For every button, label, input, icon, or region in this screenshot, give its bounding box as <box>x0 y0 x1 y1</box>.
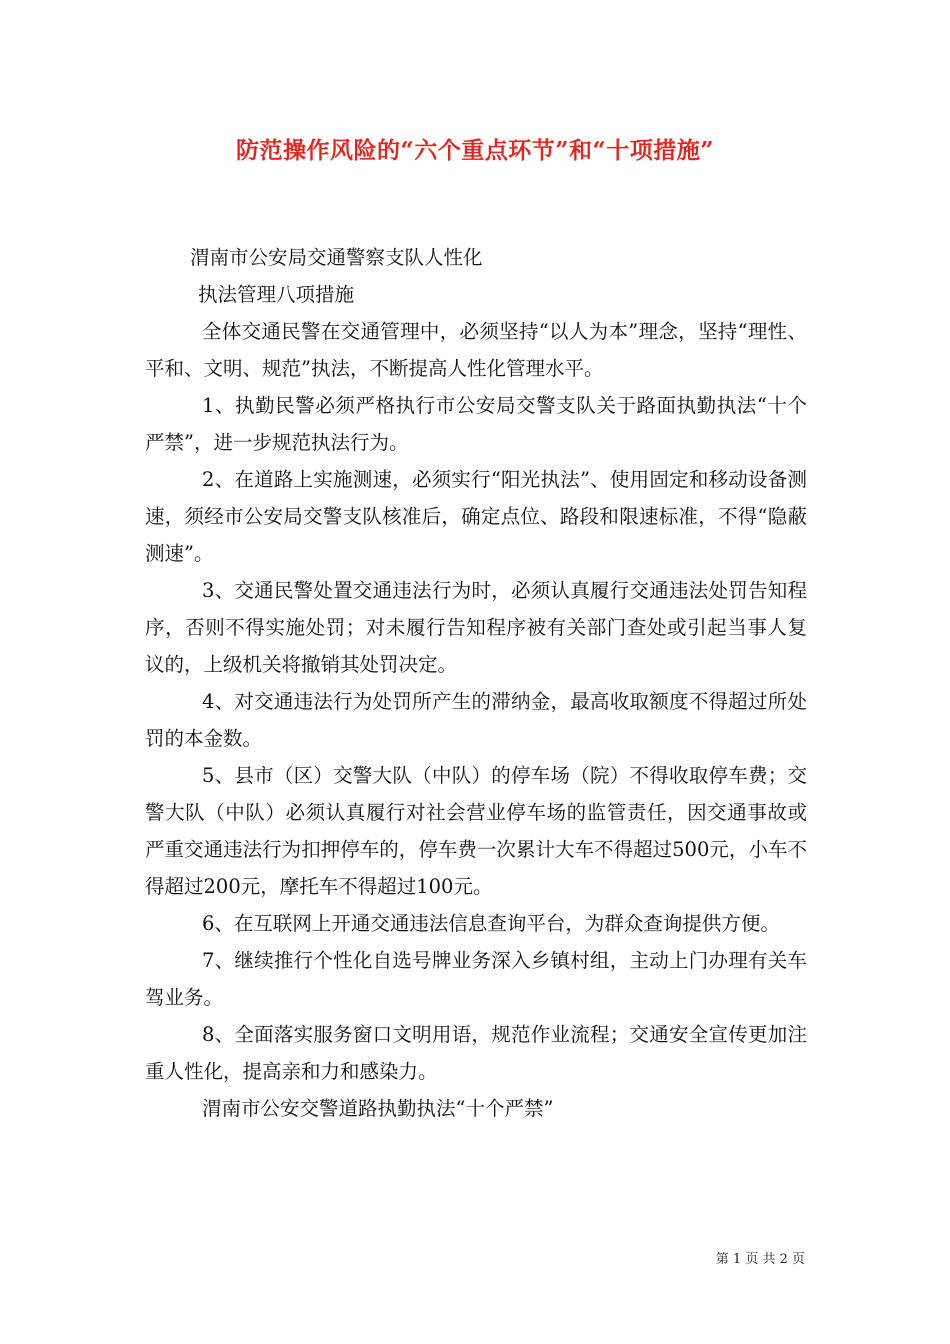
measure-1-paragraph: 1、执勤民警必须严格执行市公安局交警支队关于路面执勤执法“十个严禁”，进一步规范执法行为。 <box>145 394 807 454</box>
intro-paragraph: 全体交通民警在交通管理中，必须坚持“以人为本”理念，坚持“理性、平和、文明、规范”执法，不断提高人性化管理水平。 <box>145 320 807 380</box>
measure-3-paragraph: 3、交通民警处置交通违法行为时，必须认真履行交通违法处罚告知程序，否则不得实施处罚；对未履行告知程序被有关部门查处或引起当事人复议的，上级机关将撤销其处罚决定。 <box>145 579 807 676</box>
heading-line: 执法管理八项措施 <box>198 283 355 306</box>
measure-2-paragraph: 2、在道路上实施测速，必须实行“阳光执法”、使用固定和移动设备测速，须经市公安局交警支队核准后，确定点位、路段和限速标准，不得“隐蔽测速”。 <box>145 468 807 565</box>
section-heading: 渭南市公安交警道路执勤执法“十个严禁” <box>202 1097 554 1120</box>
measure-6-paragraph: 6、在互联网上开通交通违法信息查询平台，为群众查询提供方便。 <box>202 912 780 935</box>
page-number: 第 1 页 共 2 页 <box>715 1252 805 1267</box>
measure-7-paragraph: 7、继续推行个性化自选号牌业务深入乡镇村组，主动上门办理有关车驾业务。 <box>145 949 807 1009</box>
measure-8-paragraph: 8、全面落实服务窗口文明用语，规范作业流程；交通安全宣传更加注重人性化，提高亲和力和感染力。 <box>145 1023 807 1083</box>
measure-5-paragraph: 5、县市（区）交警大队（中队）的停车场（院）不得收取停车费；交警大队（中队）必须认真履行对社会营业停车场的监管责任，因交通事故或严重交通违法行为扣押停车的，停车费一次累计大车不得超过500元，小车不得超过200元，摩托车不得超过100元。 <box>145 764 807 898</box>
org-line: 渭南市公安局交通警察支队人性化 <box>190 246 483 269</box>
document-body <box>145 239 807 1127</box>
measure-4-paragraph: 4、对交通违法行为处罚所产生的滞纳金，最高收取额度不得超过所处罚的本金数。 <box>145 690 807 750</box>
document-title: 防范操作风险的“六个重点环节”和“十项措施” <box>236 137 714 164</box>
